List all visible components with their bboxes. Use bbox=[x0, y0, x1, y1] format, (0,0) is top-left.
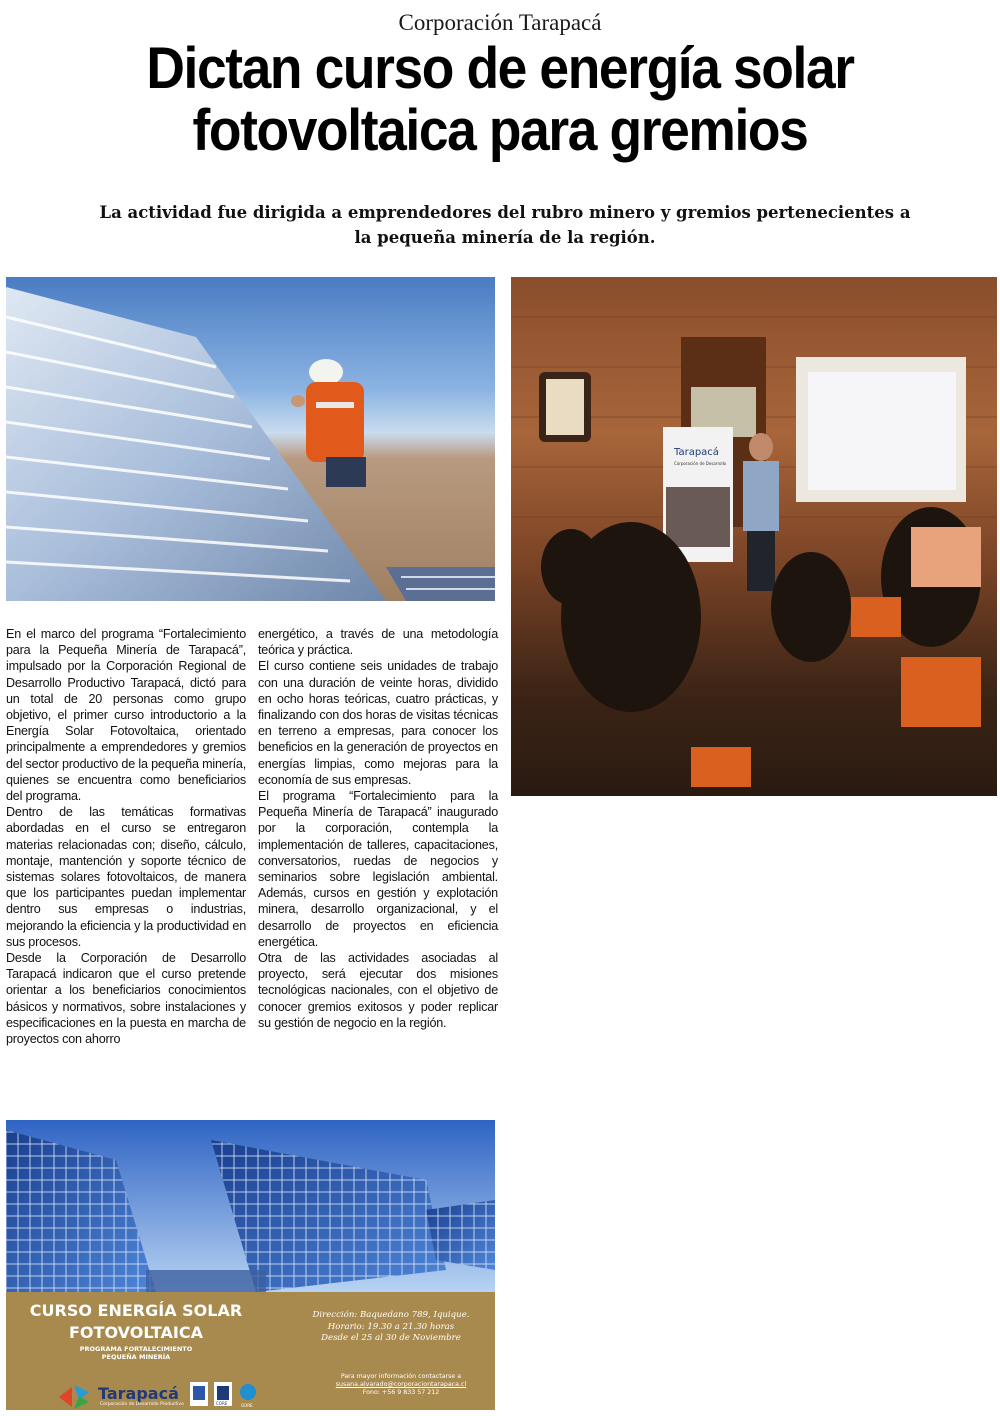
ad-contact-intro: Para mayor información contactarse a bbox=[340, 1373, 462, 1380]
solar-worker-photo bbox=[6, 277, 495, 601]
ad-program bbox=[6, 1345, 266, 1361]
headline-line-1: Dictan curso de energía solar bbox=[146, 36, 854, 101]
headline-line-2: fotovoltaica para gremios bbox=[192, 98, 808, 163]
ad-title-line-2: FOTOVOLTAICA bbox=[69, 1323, 203, 1342]
paragraph: Otra de las actividades asociadas al proyecto, será ejecutar dos misiones tecnológicas nacionales, con el objetivo de conocer gremios exitosos y poder replicar su gestión de negocio en la región. bbox=[258, 951, 498, 1030]
ad-brand: Tarapacá bbox=[98, 1384, 179, 1403]
ad-address: Dirección: Baquedano 789, Iquique. bbox=[312, 1310, 470, 1320]
ad-email-link[interactable]: susana.alvarado@corporaciontarapaca.cl bbox=[335, 1381, 467, 1388]
ad-title bbox=[6, 1300, 266, 1344]
ad-phone: Fono: +56 9 833 57 212 bbox=[362, 1389, 440, 1396]
ad-contact bbox=[306, 1373, 495, 1397]
paragraph: Desde la Corporación de Desarrollo Tarapacá indicaron que el curso pretende orientar a los beneficiarios conocimientos básicos y normativos, sobre instalaciones y especificaciones en la puesta en marcha de proyectos con ahorro bbox=[6, 951, 246, 1047]
deck-line-1: La actividad fue dirigida a emprendedores del rubro minero y gremios pertenecientes a bbox=[99, 203, 911, 222]
kicker: Corporación Tarapacá bbox=[398, 10, 602, 35]
paragraph: El curso contiene seis unidades de trabajo con una duración de veinte horas, dividido en ocho horas teóricas, cuatro prácticas, y finalizando con dos horas de visitas técnicas en terreno a empresas, para conocer los beneficios en la generación de proyectos en energías limpias, como mejoras para la economía de sus empresas. bbox=[258, 659, 498, 787]
solar-field-illustration bbox=[6, 1120, 495, 1292]
partner-logos-icon bbox=[188, 1378, 268, 1410]
banner-brand: Tarapacá bbox=[674, 447, 719, 458]
paragraph: En el marco del programa “Fortalecimiento para la Pequeña Minería de Tarapacá”, impulsado por la Corporación Regional de Desarrollo Productivo Tarapacá, dictó para un total de 20 personas como grupo objetivo, el primer curso introductorio a la Energía Solar Fotovoltaica, orientado principalmente a emprendedores y gremios del sector productivo de la pequeña minería, quienes se encuentra como beneficiarios del programa. bbox=[6, 627, 246, 804]
classroom-photo bbox=[511, 277, 997, 796]
paragraph: Dentro de las temáticas formativas abordadas en el curso se entregaron materias relacionadas con; diseño, cálculo, montaje, mantención y soporte técnico de sistemas solares fotovoltaicos, de manera que los participantes puedan implementar dentro sus empresas o industrias, mejorando la eficiencia y la productividad en sus procesos. bbox=[6, 805, 246, 949]
banner-sub: Corporación de Desarrollo bbox=[674, 461, 727, 466]
article-body-left-column bbox=[6, 626, 246, 1047]
ad-dates: Desde el 25 al 30 de Noviembre bbox=[321, 1333, 461, 1343]
solar-worker-illustration bbox=[6, 277, 495, 601]
deck-line-2: la pequeña minería de la región. bbox=[354, 228, 656, 247]
headline bbox=[40, 38, 960, 162]
deck bbox=[90, 200, 920, 250]
ad-program-line-2: PEQUEÑA MINERÍA bbox=[101, 1353, 171, 1361]
ad-details bbox=[296, 1310, 486, 1345]
ad-schedule: Horario: 19.30 a 21.30 horas bbox=[327, 1321, 455, 1332]
paragraph: energético, a través de una metodología teórica y práctica. bbox=[258, 627, 498, 658]
core-logo-label: CORE bbox=[216, 1401, 228, 1406]
classroom-illustration bbox=[511, 277, 997, 796]
ad-title-line-1: CURSO ENERGÍA SOLAR bbox=[29, 1301, 243, 1320]
ad-brand-sub: Corporación de Desarrollo Productivo bbox=[100, 1402, 184, 1407]
tarapaca-logo-icon bbox=[54, 1382, 94, 1410]
gore-logo-label: GORE bbox=[241, 1403, 253, 1408]
ad-program-line-1: PROGRAMA FORTALECIMIENTO bbox=[79, 1345, 193, 1353]
paragraph: El programa “Fortalecimiento para la Pequeña Minería de Tarapacá” inaugurado por la corporación, contempla la implementación de talleres, capacitaciones, conversatorios, ruedas de negocios y seminarios sobre legislación ambiental. Además, cursos en gestión y explotación minera, desarrollo organizacional, y el desarrollo de proyectos en eficiencia energética. bbox=[258, 789, 498, 949]
article-body-right-column bbox=[258, 626, 498, 1031]
course-ad bbox=[6, 1120, 495, 1410]
